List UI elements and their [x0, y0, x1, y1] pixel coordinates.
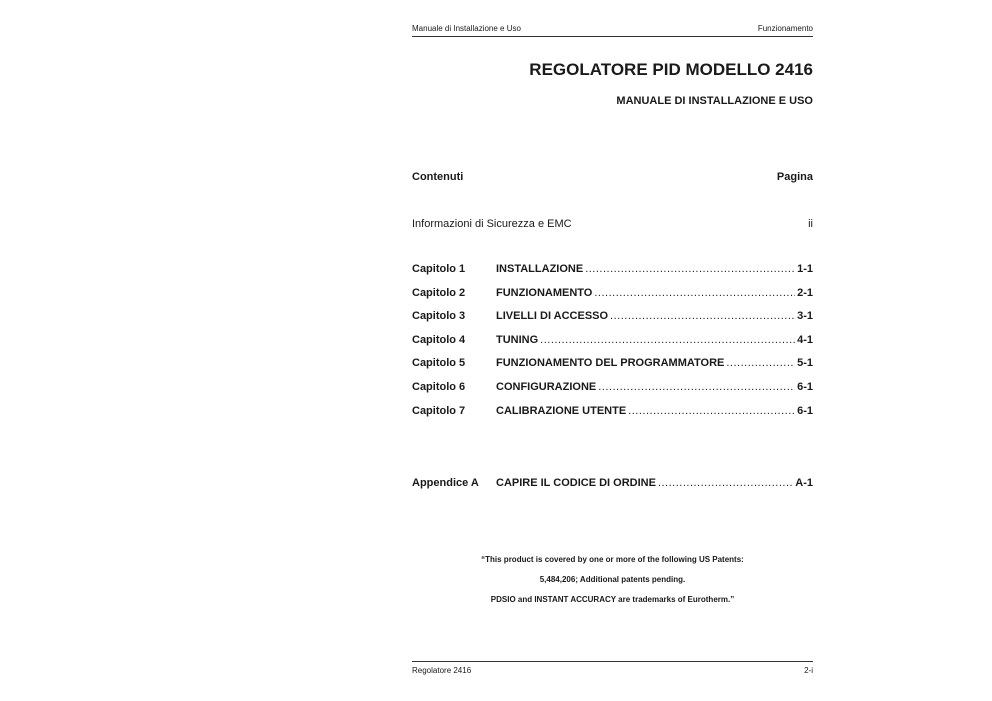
dot-leader	[598, 381, 795, 393]
patent-notice-line-3: PDSIO and INSTANT ACCURACY are trademarks of Eurotherm.”	[490, 595, 735, 604]
chapter-title: FUNZIONAMENTO DEL PROGRAMMATORE	[496, 357, 725, 370]
toc-heading-contents: Contenuti	[412, 171, 464, 183]
chapter-label: Capitolo 7	[412, 404, 466, 417]
chapter-title: CALIBRAZIONE UTENTE	[496, 404, 627, 417]
chapter-label: Capitolo 5	[412, 357, 466, 370]
toc-heading	[412, 171, 813, 183]
toc-entry-appendix-a[interactable]	[412, 477, 813, 501]
document-title: REGOLATORE PID MODELLO 2416	[529, 60, 813, 79]
toc-entry-chapter-2[interactable]	[412, 287, 813, 311]
chapter-label: Capitolo 1	[412, 263, 466, 275]
chapter-title: CONFIGURAZIONE	[496, 380, 597, 393]
chapter-label: Capitolo 4	[412, 333, 466, 346]
chapter-page: 4-1	[797, 333, 813, 346]
appendix-page: A-1	[795, 477, 813, 489]
toc-entry-chapter-3[interactable]	[412, 310, 813, 334]
patent-notice	[412, 550, 813, 610]
chapter-page: 6-1	[797, 380, 813, 393]
dot-leader	[628, 405, 795, 417]
toc-heading-page: Pagina	[776, 171, 813, 183]
dot-leader	[540, 334, 795, 346]
toc-chapter-list	[412, 263, 813, 428]
running-header	[412, 24, 813, 37]
chapter-title: FUNZIONAMENTO	[496, 286, 593, 299]
footer-page-number: 2-i	[804, 666, 813, 675]
toc-entry-safety-title: Informazioni di Sicurezza e EMC	[412, 218, 572, 230]
manual-page	[412, 0, 813, 701]
dot-leader	[610, 310, 795, 322]
chapter-label: Capitolo 2	[412, 286, 466, 299]
running-footer	[412, 661, 813, 675]
dot-leader	[658, 477, 793, 489]
chapter-label: Capitolo 6	[412, 380, 466, 393]
toc-entry-chapter-5[interactable]	[412, 357, 813, 381]
chapter-page: 1-1	[797, 263, 813, 275]
toc-entry-chapter-6[interactable]	[412, 381, 813, 405]
toc-entry-chapter-7[interactable]	[412, 405, 813, 429]
appendix-label: Appendice A	[412, 477, 479, 489]
chapter-title: LIVELLI DI ACCESSO	[496, 310, 609, 323]
dot-leader	[726, 357, 795, 369]
chapter-page: 6-1	[797, 404, 813, 417]
header-manual-name: Manuale di Installazione e Uso	[412, 24, 521, 33]
footer-product-name: Regolatore 2416	[412, 666, 472, 675]
chapter-label: Capitolo 3	[412, 310, 466, 323]
dot-leader	[594, 287, 795, 299]
chapter-title: INSTALLAZIONE	[496, 263, 584, 275]
patent-notice-line-2: 5,484,206; Additional patents pending.	[539, 575, 686, 584]
chapter-page: 3-1	[797, 310, 813, 323]
appendix-title: CAPIRE IL CODICE DI ORDINE	[496, 477, 656, 489]
toc-entry-safety[interactable]	[412, 218, 813, 230]
chapter-page: 2-1	[797, 286, 813, 299]
document-subtitle: MANUALE DI INSTALLAZIONE E USO	[616, 95, 813, 107]
toc-entry-safety-page: ii	[808, 218, 813, 230]
chapter-title: TUNING	[496, 333, 539, 346]
toc-entry-chapter-1[interactable]	[412, 263, 813, 287]
chapter-page: 5-1	[797, 357, 813, 370]
toc-entry-chapter-4[interactable]	[412, 334, 813, 358]
dot-leader	[585, 263, 795, 275]
patent-notice-line-1: “This product is covered by one or more of the following US Patents:	[481, 555, 744, 564]
header-section-name: Funzionamento	[757, 24, 813, 33]
